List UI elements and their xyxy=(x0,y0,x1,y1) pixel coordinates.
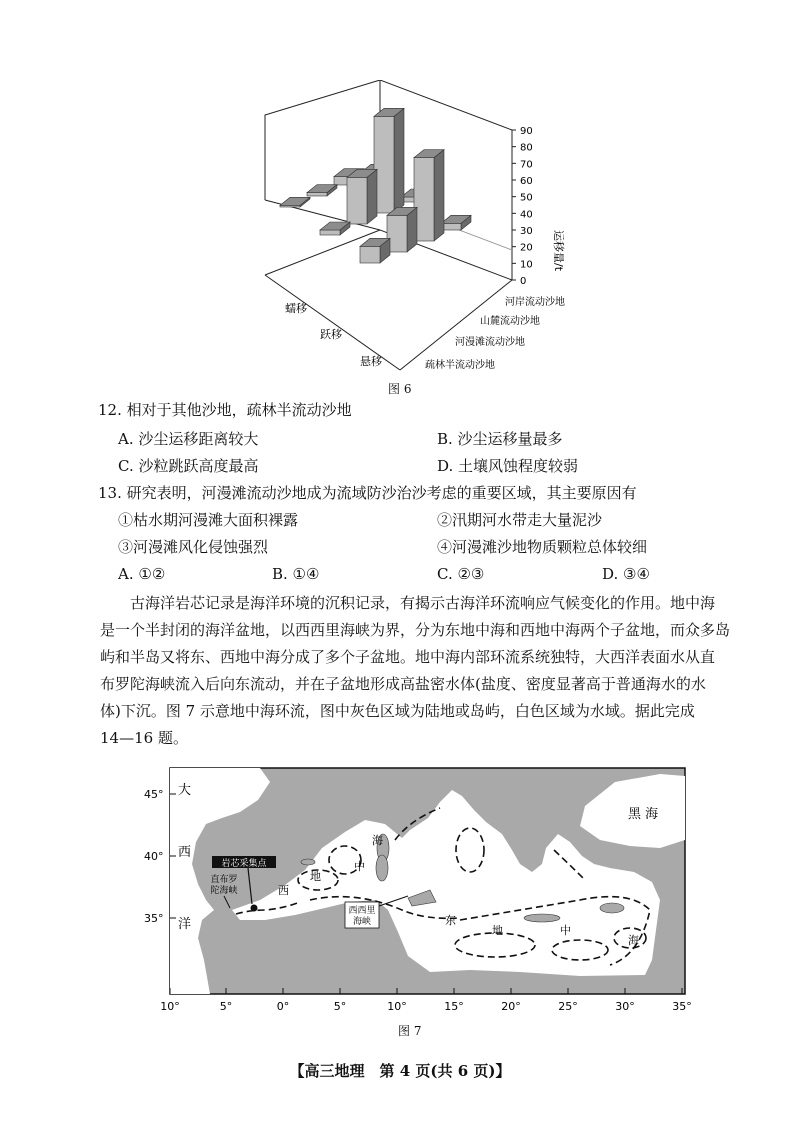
label-east-med: 地 xyxy=(492,924,503,937)
mode-label: 跃移 xyxy=(320,328,342,341)
label-atlantic: 洋 xyxy=(178,917,192,932)
lon-label: 30° xyxy=(615,1000,635,1013)
q12-option-b[interactable]: B. 沙尘运移量最多 xyxy=(437,430,563,448)
bar xyxy=(374,108,404,213)
passage-line: 14—16 题。 xyxy=(100,729,188,747)
bars xyxy=(280,108,471,263)
passage-line: 古海洋岩芯记录是海洋环境的沉积记录，有揭示古海洋环流响应气候变化的作用。地中海 xyxy=(130,594,716,612)
mode-labels xyxy=(285,301,382,368)
y-axis-ticks xyxy=(512,126,533,287)
bar xyxy=(414,150,444,241)
bar xyxy=(360,238,390,263)
passage-line: 布罗陀海峡流入后向东流动，并在子盆地形成高盐密水体(盐度、密度显著高于普通海水的水 xyxy=(100,675,706,693)
page-footer: 【高三地理 第 4 页(共 6 页)】 xyxy=(289,1062,511,1080)
label-west-med: 海 xyxy=(372,834,383,847)
lat-label: 45° xyxy=(144,788,164,801)
label-black-sea: 黑 海 xyxy=(628,807,659,822)
y-tick-label: 90 xyxy=(520,126,533,137)
passage-line: 是一个半封闭的海洋盆地，以西西里海峡为界，分为东地中海和西地中海两个子盆地，而众多岛 xyxy=(100,621,731,639)
island-sardinia xyxy=(376,855,388,881)
island-cyprus xyxy=(600,903,624,913)
y-tick-label: 20 xyxy=(520,242,533,254)
lon-label: 10° xyxy=(387,1000,407,1013)
label-west-med: 中 xyxy=(354,860,365,873)
q13-option-a[interactable]: A. ①② xyxy=(118,565,166,583)
bar xyxy=(441,215,471,230)
y-tick-label: 70 xyxy=(520,159,533,171)
figure7-caption: 图 7 xyxy=(398,1024,422,1038)
gibraltar-label: 陀海峡 xyxy=(210,886,238,896)
land-label: 河岸流动沙地 xyxy=(505,297,565,308)
lon-label: 10° xyxy=(160,1000,180,1013)
lon-label: 5° xyxy=(219,1000,233,1013)
label-atlantic: 大 xyxy=(178,783,192,798)
q13-option-d[interactable]: D. ③④ xyxy=(602,565,650,583)
q12-option-d[interactable]: D. 土壤风蚀程度较弱 xyxy=(437,457,579,475)
lon-label: 15° xyxy=(444,1000,464,1013)
lat-label: 35° xyxy=(144,912,164,925)
figure7-map xyxy=(140,760,700,1022)
y-axis-label: 运移量/t xyxy=(552,230,565,272)
y-tick-label: 40 xyxy=(520,209,533,221)
label-east-med: 东 xyxy=(445,914,456,927)
sicily-strait-label: 海峡 xyxy=(352,917,372,927)
q13-statement-4: ④河漫滩沙地物质颗粒总体较细 xyxy=(437,538,648,556)
lon-label: 35° xyxy=(672,1000,692,1013)
gibraltar-label: 直布罗 xyxy=(210,875,238,885)
q12-stem: 12. 相对于其他沙地，疏林半流动沙地 xyxy=(98,401,352,419)
passage xyxy=(100,590,750,752)
lon-label: 20° xyxy=(501,1000,521,1013)
y-tick-label: 80 xyxy=(520,142,533,154)
label-atlantic: 西 xyxy=(178,845,192,860)
bar xyxy=(387,207,417,252)
mode-label: 悬移 xyxy=(360,355,382,368)
y-tick-label: 10 xyxy=(520,259,533,271)
svg-text:岩芯采集点: 岩芯采集点 xyxy=(221,859,267,869)
figure6-chart xyxy=(250,80,580,380)
q13-option-b[interactable]: B. ①④ xyxy=(272,565,320,583)
figure6-caption: 图 6 xyxy=(388,382,412,396)
land-label: 河漫滩流动沙地 xyxy=(455,337,525,348)
label-east-med: 中 xyxy=(560,924,571,937)
q13-option-c[interactable]: C. ②③ xyxy=(437,565,485,583)
label-west-med: 地 xyxy=(310,870,321,883)
mode-label: 蠕移 xyxy=(285,302,307,315)
q12-option-a[interactable]: A. 沙尘运移距离较大 xyxy=(118,430,259,448)
bar xyxy=(280,197,310,207)
passage-line: 屿和半岛又将东、西地中海分成了多个子盆地。地中海内部环流系统独特，大西洋表面水从直 xyxy=(100,648,716,666)
lat-label: 40° xyxy=(144,850,164,863)
q12-option-c[interactable]: C. 沙粒跳跃高度最高 xyxy=(118,457,259,475)
passage-line: 体)下沉。图 7 示意地中海环流，图中灰色区域为陆地或岛屿，白色区域为水域。据此完成 xyxy=(100,702,695,720)
island-crete xyxy=(524,914,560,922)
y-tick-label: 30 xyxy=(520,226,533,237)
q13-statement-3: ③河漫滩风化侵蚀强烈 xyxy=(118,538,269,556)
lon-label: 25° xyxy=(558,1000,578,1013)
q13-statement-1: ①枯水期河漫滩大面积裸露 xyxy=(118,511,299,529)
land-label: 疏林半流动沙地 xyxy=(425,360,495,371)
bar xyxy=(347,169,377,224)
y-tick-label: 60 xyxy=(520,176,533,187)
y-tick-label: 50 xyxy=(520,192,533,204)
label-west-med: 西 xyxy=(278,884,289,897)
bar xyxy=(320,222,350,235)
sicily-strait-label: 西西里 xyxy=(348,906,376,916)
lon-label: 0° xyxy=(276,1000,290,1013)
land-label: 山麓流动沙地 xyxy=(480,316,540,327)
island-balearic xyxy=(301,859,315,865)
bar xyxy=(307,185,337,196)
y-tick-label: 0 xyxy=(520,276,527,287)
q13-statement-2: ②汛期河水带走大量泥沙 xyxy=(437,511,603,529)
label-east-med: 海 xyxy=(628,934,639,947)
lon-label: 5° xyxy=(333,1000,347,1013)
q13-stem: 13. 研究表明，河漫滩流动沙地成为流域防沙治沙考虑的重要区域，其主要原因有 xyxy=(98,484,637,502)
